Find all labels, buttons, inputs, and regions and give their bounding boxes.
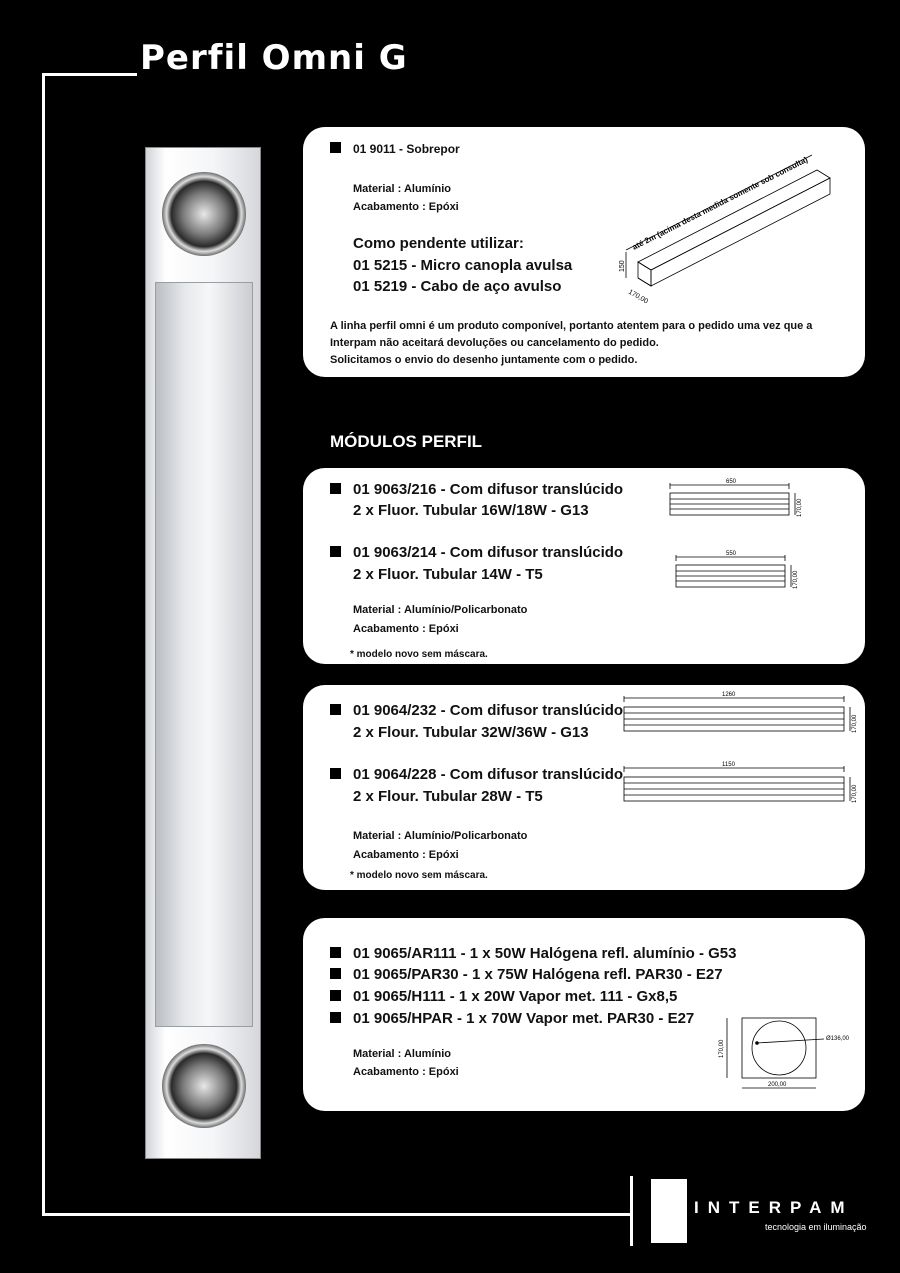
module-note: * modelo novo sem máscara.: [350, 649, 488, 660]
module-item: 01 9065/H111 - 1 x 20W Vapor met. 111 - Gx8,5: [330, 988, 677, 1005]
module-spec: 2 x Fluor. Tubular 14W - T5: [353, 566, 543, 583]
spot-diameter-label: Ø136,00: [826, 1036, 850, 1042]
module-spec: 2 x Fluor. Tubular 16W/18W - G13: [353, 502, 589, 519]
module-spec: 2 x Flour. Tubular 32W/36W - G13: [353, 724, 589, 741]
dim-length-label: 1150: [722, 762, 735, 768]
module-spec: 2 x Flour. Tubular 28W - T5: [353, 788, 543, 805]
module-acabamento: Acabamento : Epóxi: [353, 623, 459, 635]
pendente-title: Como pendente utilizar:: [353, 235, 524, 252]
drawing-length-label: até 2m (acima desta medida somente sob consulta): [630, 154, 810, 252]
module-material: Material : Alumínio/Policarbonato: [353, 604, 528, 616]
module-acabamento: Acabamento : Epóxi: [353, 849, 459, 861]
module-material: Material : Alumínio: [353, 1048, 451, 1060]
brand-tagline: tecnologia em iluminação: [765, 1222, 867, 1232]
module-item: 01 9065/HPAR - 1 x 70W Vapor met. PAR30 - E27: [330, 1010, 694, 1027]
module-code: 01 9064/228 - Com difusor translúcido: [330, 766, 623, 783]
module-item: 01 9065/AR111 - 1 x 50W Halógena refl. alumínio - G53: [330, 945, 737, 962]
sobrepor-material: Material : Alumínio: [353, 183, 451, 195]
dim-width-label: 170,00: [797, 498, 803, 517]
modulos-heading: MÓDULOS PERFIL: [330, 432, 483, 451]
sobrepor-drawing: [612, 140, 842, 305]
notice-line: A linha perfil omni é um produto componível, portanto atentem para o pedido uma vez que a: [330, 320, 813, 332]
pendente-item: 01 5219 - Cabo de aço avulso: [353, 278, 562, 295]
pendente-item: 01 5215 - Micro canopla avulsa: [353, 257, 573, 274]
module-material: Material : Alumínio/Policarbonato: [353, 830, 528, 842]
drawing-height-label: 150: [619, 260, 626, 272]
module-code: 01 9064/232 - Com difusor translúcido: [330, 702, 623, 719]
frame-top-line: [42, 73, 137, 76]
dim-length-label: 550: [726, 551, 737, 557]
module-note: * modelo novo sem máscara.: [350, 870, 488, 881]
dim-width-label: 170,00: [852, 714, 858, 733]
spot-width-label: 200,00: [768, 1082, 787, 1088]
module-drawing-1150: [622, 760, 862, 806]
notice-line: Interpam não aceitará devoluções ou cancelamento do pedido.: [330, 337, 659, 349]
module-code: 01 9063/216 - Com difusor translúcido: [330, 481, 623, 498]
page-title: Perfil Omni G: [140, 38, 408, 78]
notice-line: Solicitamos o envio do desenho juntamente com o pedido.: [330, 354, 638, 366]
lamp-top-icon: [162, 172, 246, 256]
fixture-diffuser: [155, 282, 253, 1027]
module-drawing-550: [672, 549, 812, 591]
dim-length-label: 1260: [722, 692, 736, 698]
brand-logo-mark: [651, 1179, 687, 1243]
module-acabamento: Acabamento : Epóxi: [353, 1066, 459, 1078]
module-drawing-650: [668, 477, 808, 519]
sobrepor-code: 01 9011 - Sobrepor: [330, 142, 460, 156]
module-item: 01 9065/PAR30 - 1 x 75W Halógena refl. PAR30 - E27: [330, 966, 723, 983]
spot-height-label: 170,00: [719, 1039, 725, 1058]
frame-left-line: [42, 73, 45, 1216]
sobrepor-acabamento: Acabamento : Epóxi: [353, 201, 459, 213]
module-code: 01 9063/214 - Com difusor translúcido: [330, 544, 623, 561]
drawing-width-label: 170,00: [627, 288, 650, 305]
brand-name: INTERPAM: [694, 1198, 854, 1217]
dim-width-label: 170,00: [793, 570, 799, 589]
frame-right-tick: [630, 1176, 633, 1246]
dim-width-label: 170,00: [852, 784, 858, 803]
frame-bottom-line: [42, 1213, 630, 1216]
dim-length-label: 650: [726, 479, 737, 485]
module-drawing-1260: [622, 690, 862, 736]
lamp-bottom-icon: [162, 1044, 246, 1128]
spot-module-drawing: [712, 1016, 862, 1096]
